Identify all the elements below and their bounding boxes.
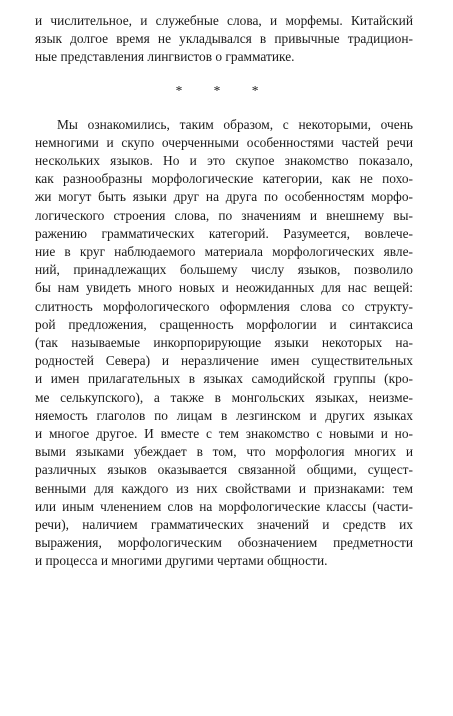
section-separator: * * * [175, 82, 273, 98]
text-line: няемость глаголов по лицам в лезгинском и других языках [35, 407, 413, 423]
top-paragraph [35, 12, 413, 67]
text-line: рой предложения, сращенность морфологии и синтаксиса [35, 316, 413, 332]
text-line: нескольких языков. Но и это скупое знакомство показало, [35, 153, 413, 169]
text-line: язык долгое время не укладывался в привычные традицион- [35, 31, 413, 47]
text-line: слитность морфологического оформления слова со структу- [35, 298, 413, 314]
text-line: и многое другое. И вместе с тем знакомство с новыми и но- [35, 426, 413, 442]
text-line: (так называемые инкорпорирующие языки некоторых на- [35, 335, 413, 351]
text-line: немногими и скупо очерченными особенностями частей речи [35, 134, 413, 150]
text-line: выражения, морфологическим обозначением предметности [35, 535, 413, 551]
text-line: различных языков оказывается связанной общими, сущест- [35, 462, 413, 478]
text-line: как разнообразны морфологические категории, как не похо- [35, 171, 413, 187]
text-line: речи), наличием грамматических значений и средств их [35, 517, 413, 533]
text-line: ражению грамматических категорий. Разумеется, вовлече- [35, 225, 413, 241]
main-paragraph [35, 116, 413, 571]
text-line: родностей Севера) и неразличение имен существительных [35, 353, 413, 369]
text-line: или иным членением слов на морфологические классы (части- [35, 498, 413, 514]
text-line: ные представления лингвистов о грамматике. [35, 49, 295, 65]
text-line: и числительное, и служебные слова, и морфемы. Китайский [35, 13, 413, 28]
text-line: и имен прилагательных в языках самодийской группы (кро- [35, 371, 413, 387]
text-line: выми языками убеждает в том, что морфология многих и [35, 444, 413, 460]
text-line: бы нам увидеть много новых и неожиданных для нас вещей: [35, 280, 413, 296]
text-line: ние в круг наблюдаемого материала морфологических явле- [35, 244, 413, 260]
text-line: венными для каждого из них свойствами и признаками: тем [35, 480, 413, 496]
text-line: логического строения слова, по значениям и внешнему вы- [35, 207, 413, 223]
book-page [35, 12, 413, 571]
text-line: жи могут быть языки друг на друга по особенностям морфо- [35, 189, 413, 205]
text-line: ме селькупского), а также в монгольских языках, неизме- [35, 389, 413, 405]
text-line: и процесса и многими другими чертами общности. [35, 553, 328, 569]
text-line: ний, принадлежащих большему числу языков, позволило [35, 262, 413, 278]
text-line: Мы ознакомились, таким образом, с некоторыми, очень [57, 116, 413, 132]
